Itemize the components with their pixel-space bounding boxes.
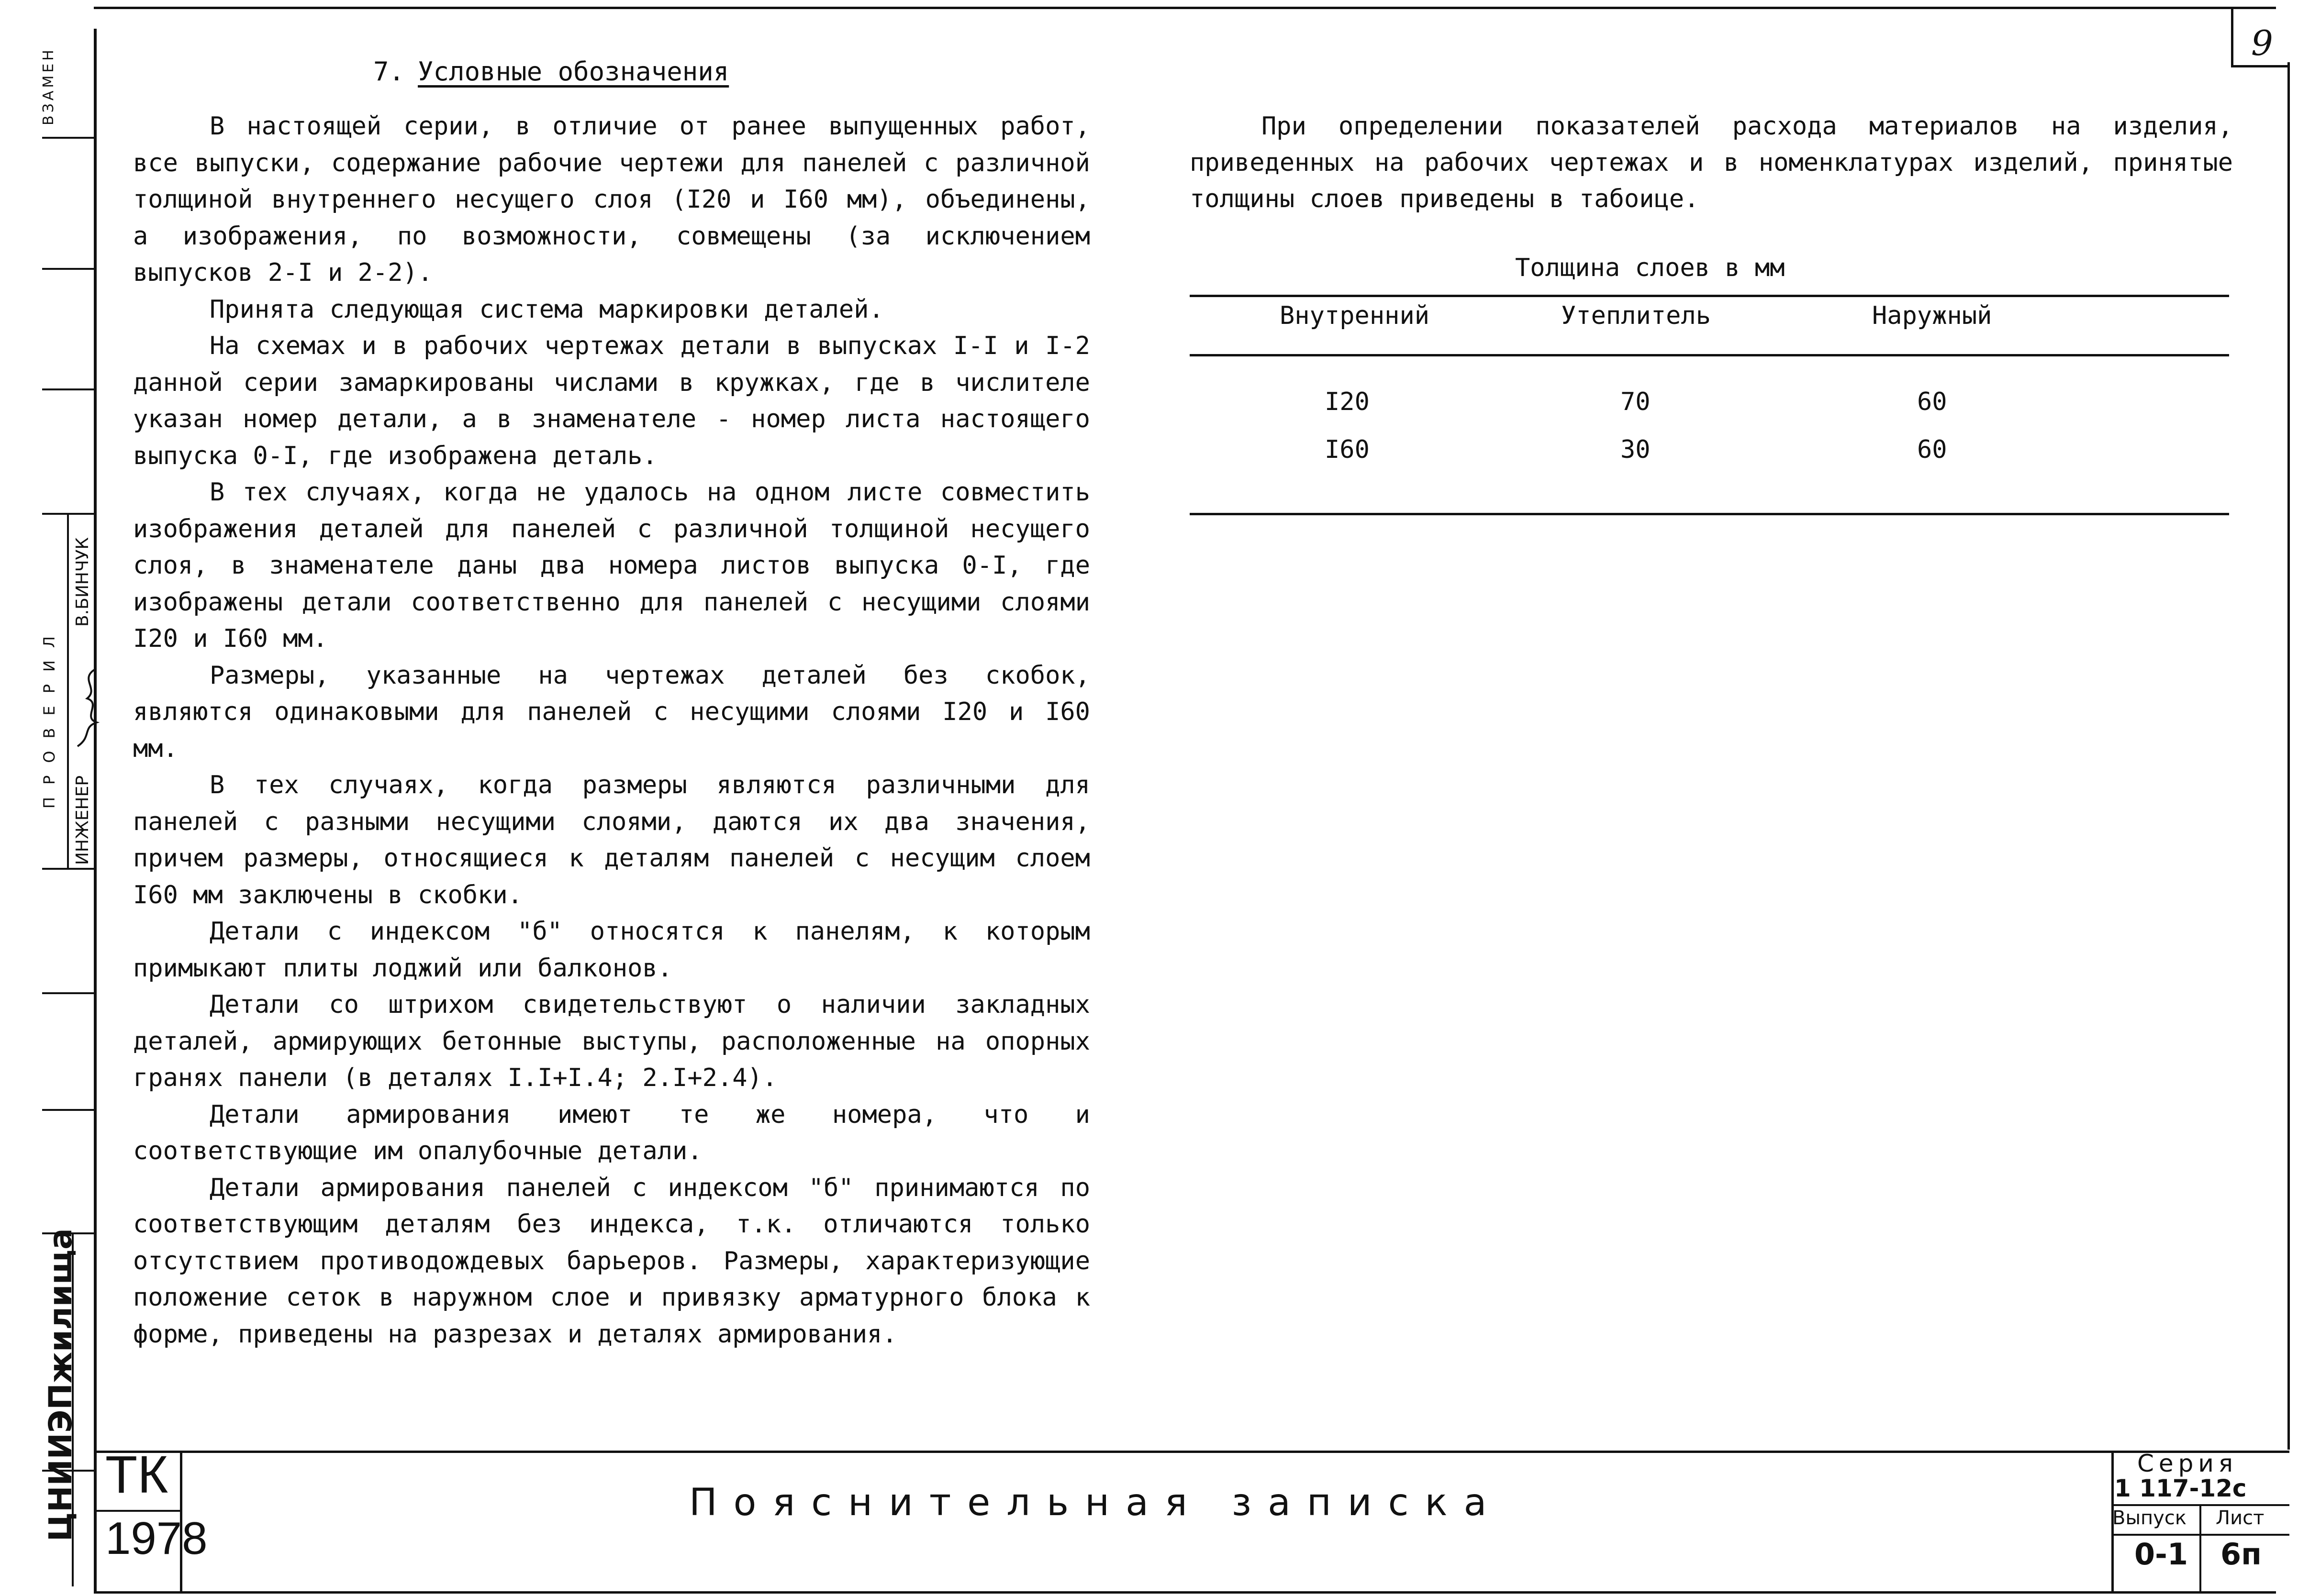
issue-label: Выпуск bbox=[2112, 1507, 2186, 1529]
paragraph: Детали со штрихом свидетельствуют о наличии закладных деталей, армирующих бетонные выступы, расположенные на опорных гранях панели (в деталях I.I+I.4; 2.I+2.4). bbox=[133, 990, 1090, 1092]
section-number: 7. bbox=[373, 56, 405, 87]
title-block-top-line bbox=[94, 1451, 2289, 1453]
year: 1978 bbox=[105, 1513, 208, 1564]
proveril-label: ПРОВЕРИЛ bbox=[40, 623, 58, 809]
strip-tick bbox=[42, 1109, 97, 1111]
right-intro-text bbox=[1190, 108, 2233, 217]
issue-value: 0-1 bbox=[2134, 1537, 2188, 1572]
series-box-divider bbox=[2199, 1504, 2201, 1593]
table-cell: 60 bbox=[1917, 388, 1947, 416]
frame-right bbox=[2287, 62, 2290, 1450]
table-cell: 70 bbox=[1620, 388, 1651, 416]
series-label: Серия bbox=[2137, 1450, 2238, 1477]
paragraph: Принята следующая система маркировки деталей. bbox=[210, 295, 884, 324]
paragraph: Детали армирования имеют те же номера, что и соответствующие им опалубочные детали. bbox=[133, 1100, 1090, 1165]
strip-tick bbox=[42, 268, 97, 270]
frame-bottom bbox=[94, 1591, 2276, 1594]
frame-top bbox=[94, 7, 2276, 9]
inzhener-label: ИНЖЕНЕР bbox=[73, 775, 92, 865]
paragraph: Детали армирования панелей с индексом "б" принимаются по соответствующим деталям без индекса, т.к. отличаются только отсутствием противодождевых барьеров. Размеры, характеризующие положение сеток в наружном слое и привязку арматурного блока к форме, приведены на разрезах и деталях армирования. bbox=[133, 1173, 1090, 1349]
paragraph: При определении показателей расхода материалов на изделия, приведенных на рабочих чертежах и в номенклатурах изделий, принятые толщины слоев приведены в табоице. bbox=[1190, 112, 2233, 213]
strip-divider bbox=[67, 513, 69, 868]
table-caption: Толщина слоев в мм bbox=[1515, 254, 1785, 282]
section-title: Условные обозначения bbox=[418, 56, 729, 87]
table-rule-header bbox=[1190, 354, 2229, 356]
paragraph: Детали с индексом "б" относятся к панелям, к которым примыкают плиты лоджий или балконов. bbox=[133, 917, 1090, 983]
table-header: Утеплитель bbox=[1561, 301, 1711, 330]
table-cell: 60 bbox=[1917, 435, 1947, 464]
sheet-value: 6п bbox=[2220, 1537, 2262, 1572]
table-cell: I60 bbox=[1325, 435, 1370, 464]
signature-image bbox=[73, 655, 106, 751]
strip-tick bbox=[42, 137, 97, 139]
frame-left bbox=[94, 29, 97, 1593]
strip-tick bbox=[42, 868, 97, 870]
title-block-divider bbox=[94, 1510, 181, 1512]
table-rule-bottom bbox=[1190, 513, 2229, 515]
paragraph: В настоящей серии, в отличие от ранее выпущенных работ, все выпуски, содержание рабочие чертежи для панелей с различной толщиной внутреннего несущего слоя (I20 и I60 мм), объединены, а изображения, по возможности, совмещены (за исключением выпусков 2-I и 2-2). bbox=[133, 112, 1090, 287]
page-box-bottom bbox=[2231, 65, 2289, 67]
document-title: Пояснительная записка bbox=[689, 1481, 1503, 1524]
strip-tick bbox=[42, 513, 97, 515]
series-value: 1 117-12с bbox=[2114, 1474, 2247, 1502]
sheet-label: Лист bbox=[2216, 1507, 2265, 1529]
paragraph: На схемах и в рабочих чертежах детали в выпусках I-I и I-2 данной серии замаркированы числами в кружках, где в числителе указан номер детали, а в знаменателе - номер листа настоящего выпуска 0-I, где изображена деталь. bbox=[133, 332, 1090, 470]
checker-name: В.БИНЧУК bbox=[73, 537, 92, 627]
page-number: 9 bbox=[2251, 23, 2273, 63]
strip-tick bbox=[42, 388, 97, 390]
table-cell: I20 bbox=[1325, 388, 1370, 416]
page-box-left bbox=[2231, 7, 2233, 66]
paragraph: В тех случаях, когда размеры являются различными для панелей с разными несущими слоями, даются их два значения, причем размеры, относящиеся к деталям панелей с несущим слоем I60 мм заключены в скобки. bbox=[133, 771, 1090, 909]
table-rule-top bbox=[1190, 295, 2229, 297]
table-header: Внутренний bbox=[1280, 301, 1430, 330]
paragraph: В тех случаях, когда не удалось на одном листе совместить изображения деталей для панелей с различной толщиной несущего слоя, в знаменателе даны два номера листов выпуска 0-I, где изображены детали соответственно для панелей с несущими слоями I20 и I60 мм. bbox=[133, 478, 1090, 653]
vzamen-label: ВЗАМЕН bbox=[40, 47, 57, 125]
strip-tick bbox=[42, 992, 97, 994]
table-header: Наружный bbox=[1872, 301, 1992, 330]
table-cell: 30 bbox=[1620, 435, 1651, 464]
left-column-text bbox=[133, 108, 1090, 1352]
section-heading bbox=[373, 56, 729, 87]
organization-label: ЦНИИЭПжилища bbox=[42, 1228, 79, 1541]
paragraph: Размеры, указанные на чертежах деталей без скобок, являются одинаковыми для панелей с несущими слоями I20 и I60 мм. bbox=[133, 661, 1090, 763]
org-code: ТК bbox=[105, 1445, 168, 1504]
